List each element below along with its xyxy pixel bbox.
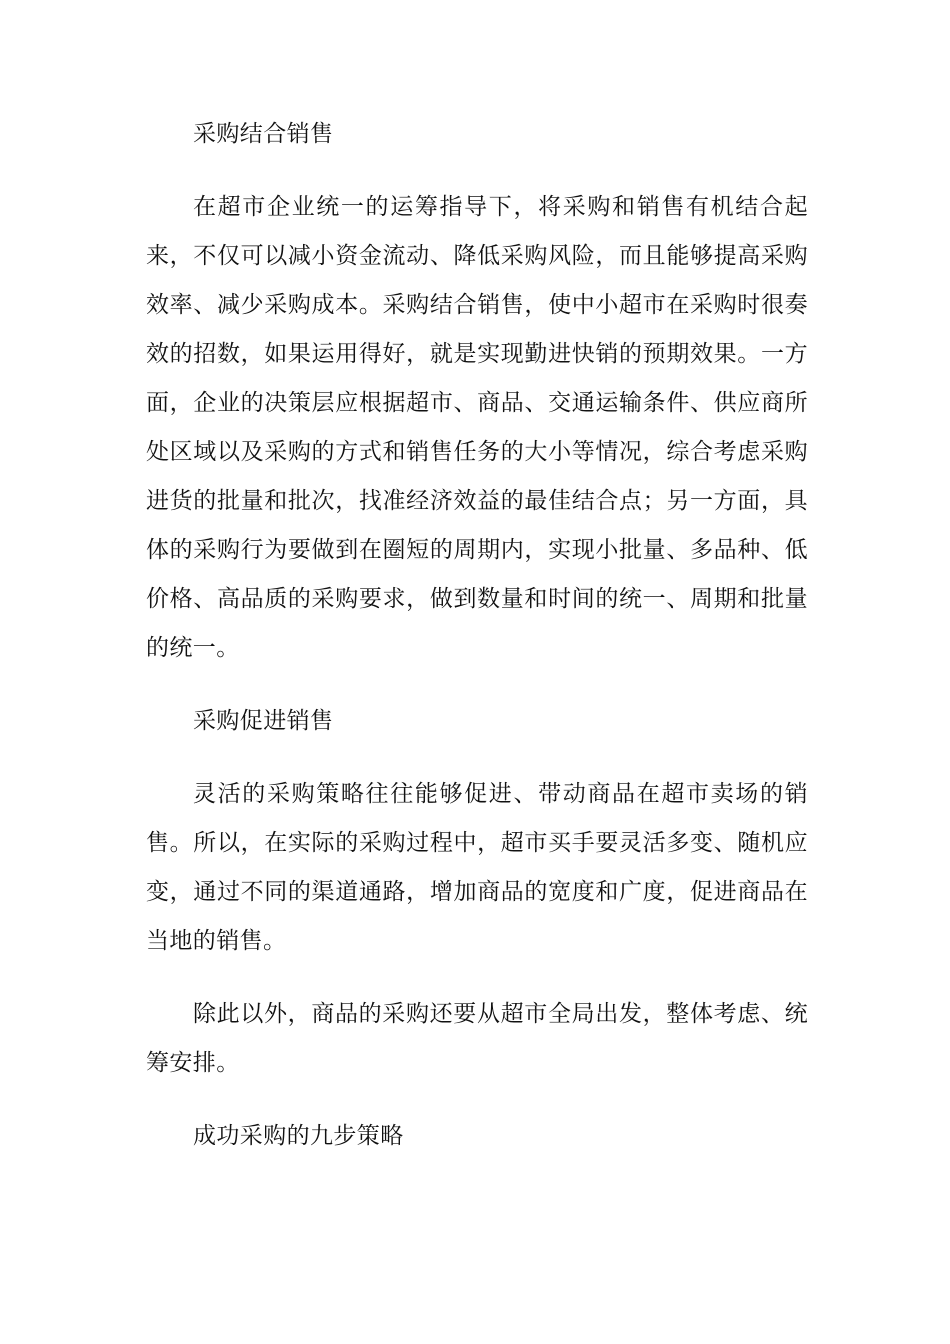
body-paragraph: 灵活的采购策略往往能够促进、带动商品在超市卖场的销售。所以，在实际的采购过程中，超市买手要灵活多变、随机应变，通过不同的渠道通路，增加商品的宽度和广度，促进商品在当地的销售。 bbox=[146, 781, 808, 954]
document-body bbox=[146, 110, 808, 1185]
body-paragraph: 除此以外，商品的采购还要从超市全局出发，整体考虑、统筹安排。 bbox=[146, 1001, 808, 1076]
section-heading: 采购结合销售 bbox=[193, 121, 334, 147]
body-paragraph: 在超市企业统一的运筹指导下，将采购和销售有机结合起来，不仅可以减小资金流动、降低采购风险，而且能够提高采购效率、减少采购成本。采购结合销售，使中小超市在采购时很奏效的招数，如果运用得好，就是实现勤进快销的预期效果。一方面，企业的决策层应根据超市、商品、交通运输条件、供应商所处区域以及采购的方式和销售任务的大小等情况，综合考虑采购进货的批量和批次，找准经济效益的最佳结合点；另一方面，具体的采购行为要做到在圈短的周期内，实现小批量、多品种、低价格、高品质的采购要求，做到数量和时间的统一、周期和批量的统一。 bbox=[146, 194, 808, 661]
section-heading: 采购促进销售 bbox=[193, 708, 334, 734]
section-heading: 成功采购的九步策略 bbox=[193, 1123, 404, 1149]
